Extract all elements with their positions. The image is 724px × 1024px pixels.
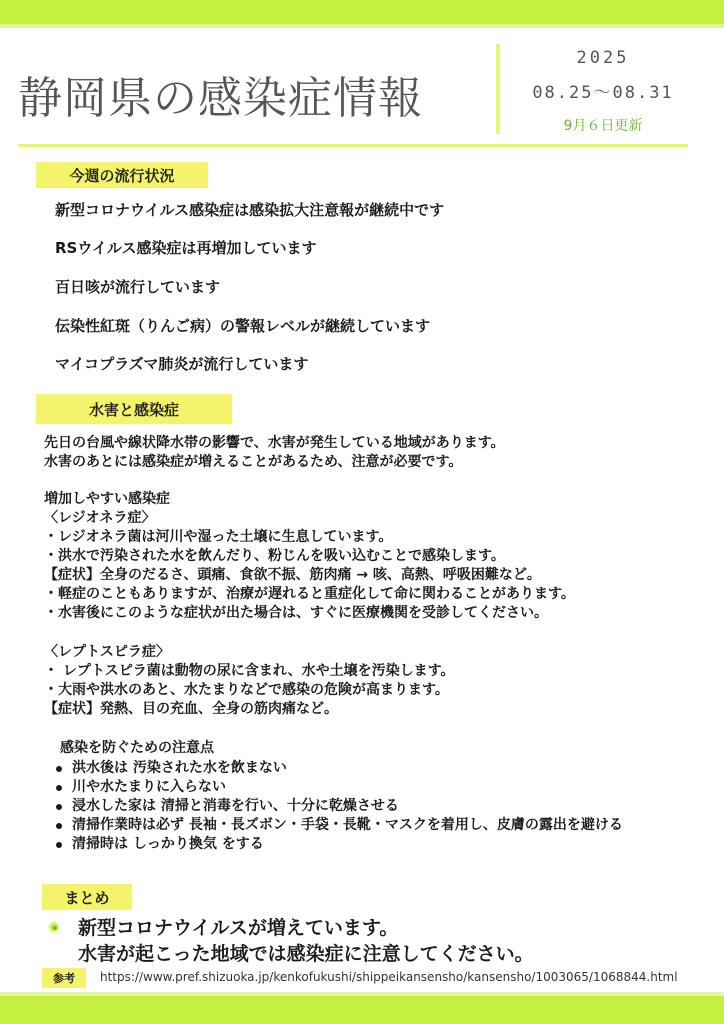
text-line: 【症状】発熱、目の充血、全身の筋肉痛など。 xyxy=(44,701,338,717)
top-accent-bar xyxy=(0,0,724,24)
prevention-item: 川や水たまりに入らない xyxy=(54,778,712,797)
bottom-accent-bar xyxy=(0,996,724,1024)
prevention-item: 清掃時は しっかり換気 をする xyxy=(54,835,712,854)
section-tag-weekly-status: 今週の流行状況 xyxy=(36,162,208,188)
header-rule xyxy=(18,144,688,147)
summary-text xyxy=(78,915,534,967)
status-item: 伝染性紅斑（りんご病）の警報レベルが継続しています xyxy=(55,317,431,335)
prevention-item: 浸水した家は 清掃と消毒を行い、十分に乾燥させる xyxy=(54,797,712,816)
status-item: 新型コロナウイルス感染症は感染拡大注意報が継続中です xyxy=(55,201,445,219)
legionella-block xyxy=(44,490,575,623)
page-title: 静岡県の感染症情報 xyxy=(18,73,423,124)
prevention-item: 洪水後は 汚染された水を飲まない xyxy=(54,759,712,778)
status-item: マイコプラズマ肺炎が流行しています xyxy=(55,355,309,373)
prevention-item: 清掃作業時は必ず 長袖・長ズボン・手袋・長靴・マスクを着用し、皮膚の露出を避ける xyxy=(54,816,712,835)
updated-date: 9月６日更新 xyxy=(563,118,643,134)
prevention-title: 感染を防ぐための注意点 xyxy=(60,740,214,756)
reference-link[interactable]: https://www.pref.shizuoka.jp/kenkofukushi/shippeikansensho/kansensho/1003065/1068844.html xyxy=(100,970,678,984)
status-item: 百日咳が流行しています xyxy=(55,278,221,296)
section-tag-flood: 水害と感染症 xyxy=(36,394,232,424)
text-line: 増加しやすい感染症 xyxy=(44,491,170,507)
summary-line: 新型コロナウイルスが増えています。 xyxy=(78,917,399,939)
text-line: ・軽症のこともありますが、治療が遅れると重症化して命に関わることがあります。 xyxy=(44,586,575,602)
top-accent-line xyxy=(0,24,724,28)
text-line: 〈レジオネラ症〉 xyxy=(44,510,156,526)
text-line: 〈レプトスピラ症〉 xyxy=(44,644,170,660)
text-line: ・水害後にこのような症状が出た場合は、すぐに医療機関を受診してください。 xyxy=(44,605,548,621)
summary-bullet-icon xyxy=(48,921,60,933)
summary-line: 水害が起こった地域では感染症に注意してください。 xyxy=(78,943,534,965)
text-line: ・レジオネラ菌は河川や湿った土壌に生息しています。 xyxy=(44,529,393,545)
report-date-range: 08.25～08.31 xyxy=(532,83,674,103)
section-tag-summary: まとめ xyxy=(42,884,132,910)
report-year: 2025 xyxy=(576,48,630,68)
reference-tag: 参考 xyxy=(42,968,86,988)
text-line: ・ レプトスピラ菌は動物の尿に含まれ、水や土壌を汚染します。 xyxy=(44,663,455,679)
intro-line: 水害のあとには感染症が増えることがあるため、注意が必要です。 xyxy=(44,454,463,470)
flood-intro xyxy=(44,434,505,472)
leptospira-block xyxy=(44,643,454,719)
intro-line: 先日の台風や線状降水帯の影響で、水害が発生している地域があります。 xyxy=(44,435,505,451)
status-item: RSウイルス感染症は再増加しています xyxy=(55,239,317,257)
prevention-list xyxy=(54,759,712,854)
header-divider xyxy=(496,44,500,134)
text-line: ・大雨や洪水のあと、水たまりなどで感染の危険が高まります。 xyxy=(44,682,449,698)
text-line: 【症状】全身のだるさ、頭痛、食欲不振、筋肉痛 → 咳、高熱、呼吸困難など。 xyxy=(44,567,541,583)
text-line: ・洪水で汚染された水を飲んだり、粉じんを吸い込むことで感染します。 xyxy=(44,548,505,564)
